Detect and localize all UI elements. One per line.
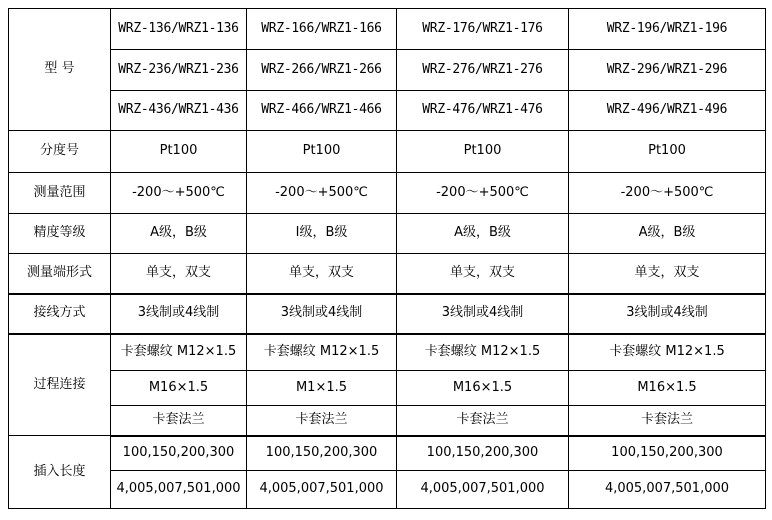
table-cell: 卡套螺纹 M12×1.5 <box>247 334 397 371</box>
row-label-range: 测量范围 <box>9 173 111 214</box>
table-cell: 4,005,007,501,000 <box>397 471 569 509</box>
table-cell: M1×1.5 <box>247 371 397 406</box>
table-cell: WRZ-276/WRZ1-276 <box>397 50 569 91</box>
table-row <box>9 294 766 334</box>
table-row <box>9 436 766 471</box>
table-row <box>9 50 766 91</box>
table-cell: WRZ-496/WRZ1-496 <box>569 91 766 131</box>
table-cell: 4,005,007,501,000 <box>569 471 766 509</box>
table-cell: 4,005,007,501,000 <box>111 471 247 509</box>
table-cell: WRZ-466/WRZ1-466 <box>247 91 397 131</box>
table-cell: WRZ-166/WRZ1-166 <box>247 9 397 50</box>
table-cell: WRZ-176/WRZ1-176 <box>397 9 569 50</box>
table-cell: A级，B级 <box>569 214 766 254</box>
table-cell: M16×1.5 <box>111 371 247 406</box>
row-label-process: 过程连接 <box>9 334 111 436</box>
table-cell: WRZ-236/WRZ1-236 <box>111 50 247 91</box>
table-cell: 3线制或4线制 <box>111 294 247 334</box>
table-cell: WRZ-136/WRZ1-136 <box>111 9 247 50</box>
table-cell: WRZ-476/WRZ1-476 <box>397 91 569 131</box>
spec-table <box>8 8 766 509</box>
table-cell: 卡套法兰 <box>247 406 397 436</box>
table-cell: WRZ-266/WRZ1-266 <box>247 50 397 91</box>
table-cell: 3线制或4线制 <box>247 294 397 334</box>
table-cell: 单支，双支 <box>569 254 766 294</box>
table-cell: Pt100 <box>569 131 766 173</box>
table-row <box>9 371 766 406</box>
table-cell: A级，B级 <box>397 214 569 254</box>
table-cell: -200～+500℃ <box>247 173 397 214</box>
row-label-accuracy: 精度等级 <box>9 214 111 254</box>
table-cell: 卡套螺纹 M12×1.5 <box>397 334 569 371</box>
table-row <box>9 9 766 50</box>
table-cell: 4,005,007,501,000 <box>247 471 397 509</box>
table-cell: WRZ-296/WRZ1-296 <box>569 50 766 91</box>
table-cell: 100,150,200,300 <box>247 436 397 471</box>
table-cell: Ⅰ级，B级 <box>247 214 397 254</box>
table-cell: 3线制或4线制 <box>569 294 766 334</box>
table-cell: M16×1.5 <box>569 371 766 406</box>
table-cell: 单支，双支 <box>247 254 397 294</box>
table-cell: -200～+500℃ <box>111 173 247 214</box>
table-cell: Pt100 <box>111 131 247 173</box>
table-cell: 单支，双支 <box>397 254 569 294</box>
table-cell: -200～+500℃ <box>569 173 766 214</box>
table-cell: M16×1.5 <box>397 371 569 406</box>
table-cell: 100,150,200,300 <box>397 436 569 471</box>
table-cell: A级，B级 <box>111 214 247 254</box>
row-label-terminal: 测量端形式 <box>9 254 111 294</box>
table-cell: -200～+500℃ <box>397 173 569 214</box>
row-label-model: 型 号 <box>9 9 111 131</box>
table-cell: 单支，双支 <box>111 254 247 294</box>
table-row <box>9 334 766 371</box>
table-row <box>9 471 766 509</box>
row-label-wiring: 接线方式 <box>9 294 111 334</box>
table-cell: 卡套法兰 <box>397 406 569 436</box>
table-cell: WRZ-436/WRZ1-436 <box>111 91 247 131</box>
table-row <box>9 91 766 131</box>
row-label-insertion: 插入长度 <box>9 436 111 509</box>
table-cell: Pt100 <box>247 131 397 173</box>
table-cell: WRZ-196/WRZ1-196 <box>569 9 766 50</box>
table-row <box>9 406 766 436</box>
table-cell: 3线制或4线制 <box>397 294 569 334</box>
table-cell: 100,150,200,300 <box>569 436 766 471</box>
table-cell: 卡套法兰 <box>111 406 247 436</box>
row-label-graduation: 分度号 <box>9 131 111 173</box>
table-row <box>9 214 766 254</box>
table-cell: 卡套螺纹 M12×1.5 <box>111 334 247 371</box>
table-cell: 100,150,200,300 <box>111 436 247 471</box>
table-cell: 卡套螺纹 M12×1.5 <box>569 334 766 371</box>
table-cell: Pt100 <box>397 131 569 173</box>
table-row <box>9 254 766 294</box>
table-row <box>9 131 766 173</box>
table-cell: 卡套法兰 <box>569 406 766 436</box>
table-row <box>9 173 766 214</box>
